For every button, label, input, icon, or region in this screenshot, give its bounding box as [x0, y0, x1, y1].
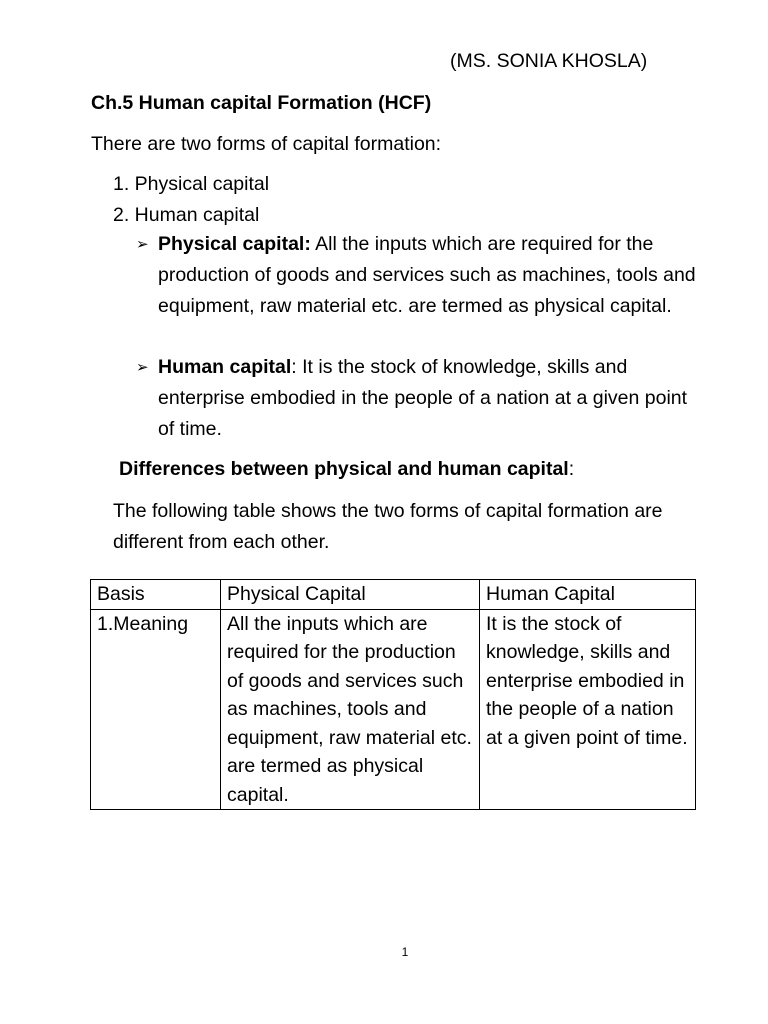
definition-text: All the inputs which are required for the production of goods and services such as machines, tools and equipment, raw material etc. are termed as physical capital.: [158, 233, 696, 317]
cell-basis: 1.Meaning: [91, 609, 221, 810]
definition-human-capital: [136, 352, 701, 445]
section-heading-differences: Differences between physical and human capital:: [119, 458, 575, 480]
header-cell-physical-capital: Physical Capital: [221, 580, 480, 610]
page-number: 1: [401, 945, 409, 959]
cell-physical-capital: All the inputs which are required for the production of goods and services such as machines, tools and equipment, raw material etc. are termed as physical capital.: [221, 609, 480, 810]
cell-human-capital: It is the stock of knowledge, skills and enterprise embodied in the people of a nation at a given point of time.: [480, 609, 696, 810]
definition-term: Human capital: [158, 356, 292, 378]
arrow-bullet-icon: ➢: [136, 236, 149, 253]
comparison-table: [90, 579, 696, 810]
header-cell-human-capital: Human Capital: [480, 580, 696, 610]
intro-text: There are two forms of capital formation:: [91, 133, 442, 155]
definition-physical-capital: [136, 229, 701, 322]
header-cell-basis: Basis: [91, 580, 221, 610]
table-intro-paragraph: The following table shows the two forms of capital formation are different from each other.: [113, 500, 663, 553]
table-header-row: [91, 580, 696, 610]
arrow-bullet-icon: ➢: [136, 359, 149, 376]
table-row: [91, 609, 696, 810]
list-item-physical-capital: 1. Physical capital: [113, 173, 270, 195]
definition-text: : It is the stock of knowledge, skills and enterprise embodied in the people of a nation at a given point of time.: [158, 356, 688, 440]
chapter-title: Ch.5 Human capital Formation (HCF): [91, 92, 432, 114]
author-name: (MS. SONIA KHOSLA): [450, 50, 648, 72]
list-item-human-capital: 2. Human capital: [113, 204, 260, 226]
definition-term: Physical capital:: [158, 233, 311, 255]
